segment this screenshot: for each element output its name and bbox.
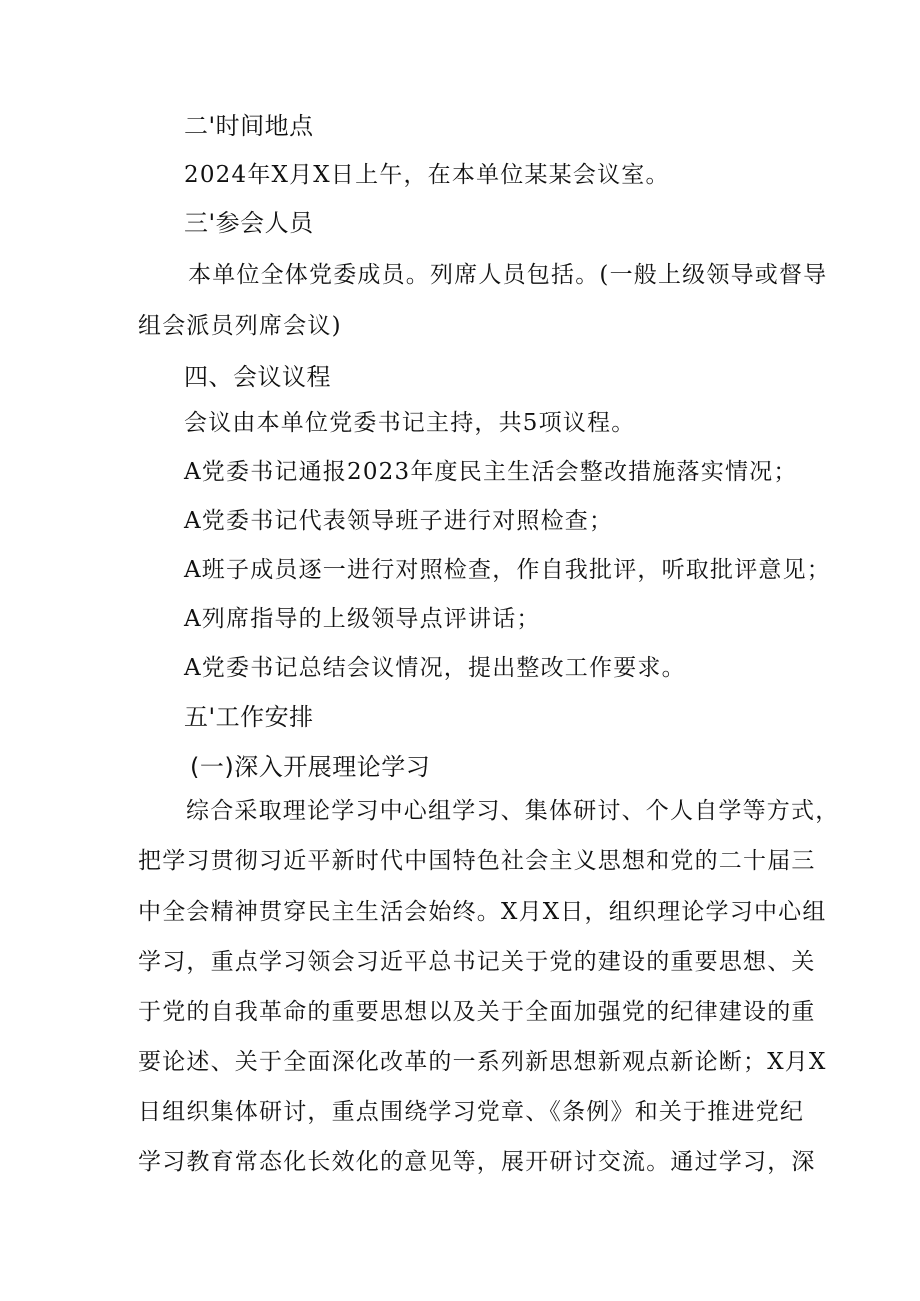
section-heading-arrangements: 五'工作安排 [184, 703, 314, 731]
agenda-item-3: A班子成员逐一进行对照检查，作自我批评，听取批评意见； [184, 557, 832, 583]
paragraph-line-8: 学习教育常态化长效化的意见等，展开研讨交流。通过学习，深 [138, 1149, 816, 1175]
section-heading-attendees: 三'参会人员 [184, 209, 314, 237]
paragraph-line-6: 要论述、关于全面深化改革的一系列新思想新观点新论断；X月X [138, 1049, 827, 1075]
agenda-item-1: A党委书记通报2023年度民主生活会整改措施落实情况； [184, 459, 798, 485]
paragraph-line-4: 学习，重点学习领会习近平总书记关于党的建设的重要思想、关 [138, 949, 816, 975]
section-heading-time-place: 二'时间地点 [184, 112, 314, 140]
agenda-item-4: A列席指导的上级领导点评讲话； [184, 606, 541, 632]
time-place-content: 2024年X月X日上午，在本单位某某会议室。 [184, 162, 670, 188]
agenda-item-2: A党委书记代表领导班子进行对照检查； [184, 508, 614, 534]
agenda-intro: 会议由本单位党委书记主持，共5项议程。 [184, 410, 636, 436]
paragraph-line-5: 于党的自我革命的重要思想以及关于全面加强党的纪律建设的重 [138, 999, 816, 1025]
section-heading-agenda: 四、会议议程 [184, 363, 331, 391]
agenda-item-5: A党委书记总结会议情况，提出整改工作要求。 [184, 655, 686, 681]
paragraph-line-3: 中全会精神贯穿民主生活会始终。X月X日，组织理论学习中心组 [138, 899, 827, 925]
attendees-content-line-2: 组会派员列席会议) [138, 313, 342, 339]
attendees-content-line-1: 本单位全体党委成员。列席人员包括。(一般上级领导或督导 [188, 262, 828, 288]
paragraph-line-1: 综合采取理论学习中心组学习、集体研讨、个人自学等方式， [186, 798, 840, 824]
paragraph-line-2: 把学习贯彻习近平新时代中国特色社会主义思想和党的二十届三 [138, 848, 816, 874]
subheading-theory-study: (一)深入开展理论学习 [190, 753, 431, 781]
paragraph-line-7: 日组织集体研讨，重点围绕学习党章、《条例》和关于推进党纪 [138, 1099, 805, 1125]
